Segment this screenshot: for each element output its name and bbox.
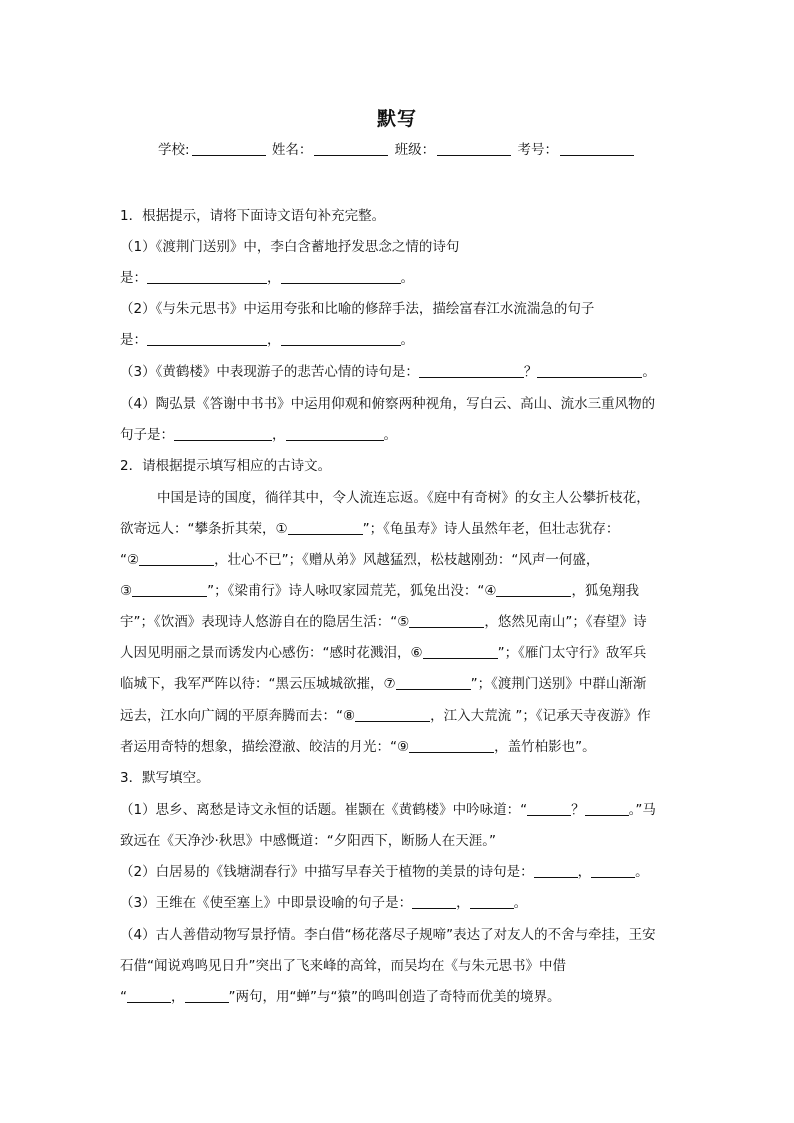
- q2-blank-3[interactable]: [132, 582, 207, 597]
- q3-s1-line-2: 致远在《天净沙·秋思》中感慨道：“夕阳西下，断肠人在天涯。”: [120, 833, 497, 849]
- q2-blank-5[interactable]: [409, 613, 484, 628]
- q1-s2-answer-line: 是： ， 。: [120, 332, 414, 348]
- name-field[interactable]: [314, 141, 388, 156]
- q2-stem: 2．请根据提示填写相应的古诗文。: [120, 458, 332, 474]
- page-title: 默写: [376, 108, 417, 130]
- q2-blank-7[interactable]: [396, 675, 471, 690]
- q2-line-3: “② ，壮心不已”；《赠从弟》风越猛烈，松枝越刚劲：“风声一何盛，: [120, 552, 600, 568]
- q1-s4-answer-line: 句子是： ， 。: [120, 427, 397, 443]
- q3-s2-blank-2[interactable]: [591, 863, 635, 878]
- q2-blank-4[interactable]: [496, 582, 571, 597]
- q1-s4-prompt: （4）陶弘景《答谢中书书》中运用仰观和俯察两种视角，写白云、高山、流水三重风物的: [120, 396, 656, 412]
- q2-line-5: 宇”；《饮酒》表现诗人悠游自在的隐居生活：“⑤ ，悠然见南山”；《春望》诗: [120, 614, 647, 630]
- q3-s3-blank-1[interactable]: [412, 894, 456, 909]
- q2-line-7: 临城下，我军严阵以待：“黑云压城城欲摧，⑦ ”；《渡荆门送别》中群山渐渐: [120, 676, 647, 692]
- q3-s4-line-3: “ ， ”两句，用“蝉”与“猿”的鸣叫创造了奇特而优美的境界。: [120, 989, 561, 1005]
- q1-s3-blank-2[interactable]: [537, 363, 642, 378]
- q3-stem: 3．默写填空。: [120, 770, 210, 786]
- class-label: 班级：: [394, 142, 436, 158]
- q2-line-2: 欲寄远人：“攀条折其荣，① ”；《龟虽寿》诗人虽然年老，但壮志犹存：: [120, 521, 620, 537]
- q2-line-6: 人因见明丽之景而诱发内心感伤：“感时花溅泪，⑥ ”；《雁门太守行》敌军兵: [120, 645, 647, 661]
- q1-s1-prompt: （1）《渡荆门送别》中，李白含蓄地抒发思念之情的诗句: [120, 239, 460, 255]
- q1-s3-blank-1[interactable]: [419, 363, 524, 378]
- q3-s1-line-1: （1）思乡、离愁是诗文永恒的话题。崔颢在《黄鹤楼》中吟咏道：“ ？ 。”马: [120, 802, 656, 818]
- q3-s3-line: （3）王维在《使至塞上》中即景设喻的句子是： ， 。: [120, 895, 528, 911]
- q2-line-4: ③ ”；《梁甫行》诗人咏叹家园荒芜，狐兔出没：“④ ，狐兔翔我: [120, 583, 639, 599]
- q3-s4-blank-2[interactable]: [185, 988, 229, 1003]
- q2-line-8: 远去，江水向广阔的平原奔腾而去：“⑧ ，江入大荒流 ”；《记承天寺夜游》作: [120, 708, 651, 724]
- q1-s1-blank-1[interactable]: [147, 269, 267, 284]
- q1-s4-blank-1[interactable]: [174, 426, 272, 441]
- q1-s2-prompt: （2）《与朱元思书》中运用夸张和比喻的修辞手法，描绘富春江水流湍急的句子: [120, 301, 595, 317]
- exam-no-label: 考号：: [517, 142, 558, 158]
- school-label: 学校:: [158, 142, 190, 158]
- q3-s2-line: （2）白居易的《钱塘湖春行》中描写早春关于植物的美景的诗句是： ， 。: [120, 864, 649, 880]
- class-field[interactable]: [437, 141, 511, 156]
- q2-blank-1[interactable]: [288, 520, 363, 535]
- q3-s2-blank-1[interactable]: [534, 863, 578, 878]
- q1-s2-blank-2[interactable]: [281, 331, 401, 346]
- q2-blank-9[interactable]: [409, 738, 494, 753]
- q3-s1-blank-2[interactable]: [585, 801, 629, 816]
- q1-s3-line: （3）《黄鹤楼》中表现游子的悲苦心情的诗句是： ？ 。: [120, 364, 656, 380]
- q1-s4-blank-2[interactable]: [286, 426, 384, 441]
- school-field[interactable]: [192, 141, 266, 156]
- q3-s1-blank-1[interactable]: [527, 801, 571, 816]
- q3-s4-blank-1[interactable]: [127, 988, 171, 1003]
- q1-s1-answer-line: 是： ， 。: [120, 270, 414, 286]
- q3-s3-blank-2[interactable]: [470, 894, 514, 909]
- q1-stem: 1．根据提示，请将下面诗文语句补充完整。: [120, 208, 386, 224]
- q2-blank-2[interactable]: [139, 551, 214, 566]
- q3-s4-line-2: 石借“闻说鸡鸣见日升”突出了飞来峰的高耸，而吴均在《与朱元思书》中借: [120, 958, 566, 974]
- student-info-row: [0, 138, 794, 158]
- q2-line-9: 者运用奇特的想象，描绘澄澈、皎洁的月光：“⑨ ，盖竹柏影也”。: [120, 739, 596, 755]
- q2-line-1: 中国是诗的国度，徜徉其中，令人流连忘返。《庭中有奇树》的女主人公攀折枝花，: [157, 490, 650, 506]
- q1-s2-blank-1[interactable]: [147, 331, 267, 346]
- q2-blank-8[interactable]: [355, 707, 430, 722]
- name-label: 姓名：: [271, 142, 313, 158]
- q2-blank-6[interactable]: [423, 644, 498, 659]
- q3-s4-line-1: （4）古人善借动物写景抒情。李白借“杨花落尽子规啼”表达了对友人的不舍与牵挂，王安: [120, 927, 656, 943]
- q1-s1-blank-2[interactable]: [281, 269, 401, 284]
- exam-no-field[interactable]: [560, 141, 634, 156]
